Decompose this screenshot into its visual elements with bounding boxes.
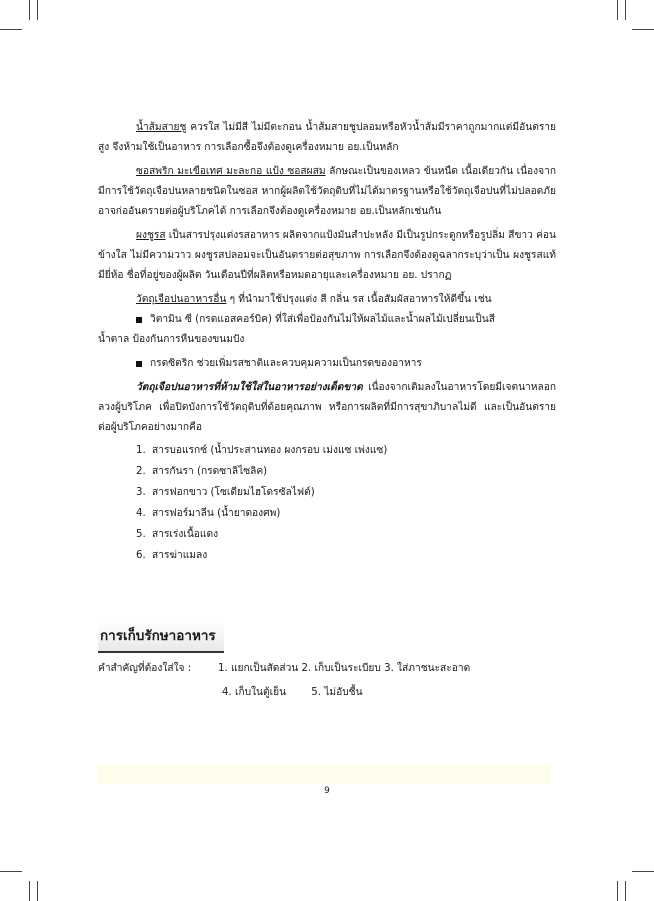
section-heading: การเก็บรักษาอาหาร xyxy=(98,621,224,653)
list-item xyxy=(136,440,556,461)
list-text: สารฟอกขาว (โซเดียมไฮโดรซัลไฟต์) xyxy=(152,487,315,498)
list-text: สารฟอร์มาลีน (น้ำยาดองศพ) xyxy=(152,508,281,519)
crop-mark xyxy=(632,871,654,872)
list-number: 1. xyxy=(136,445,146,456)
bullet-square-icon xyxy=(136,317,142,323)
term-vinegar: น้ำส้มสายชู xyxy=(136,122,187,133)
list-item xyxy=(136,503,556,524)
term-msg: ผงชูรส xyxy=(136,230,166,241)
list-item xyxy=(136,524,556,545)
bullet-text: วิตามิน ซี (กรดแอสคอร์บิค) ที่ใส่เพื่อป้องกันไม่ให้ผลไม้และน้ำผลไม้เปลี่ยนเป็นสี xyxy=(150,314,495,325)
list-text: สารเร่งเนื้อแดง xyxy=(152,529,219,540)
keypoint-item: 5. ไม่อับชื้น xyxy=(311,687,363,698)
keypoints-row xyxy=(98,657,558,681)
crop-mark xyxy=(29,0,30,20)
page-body xyxy=(98,118,556,566)
crop-mark xyxy=(0,29,22,30)
paragraph-text: ควรใส ไม่มีสี ไม่มีตะกอน น้ำส้มสายชูปลอมหรือหัวน้ำส้มมีราคาถูกมากแต่มีอันตรายสูง จึงห้ามใช้เป็นอาหาร การเลือกซื้อจึงต้องดูเครื่องหมาย อย.เป็นหลัก xyxy=(98,122,556,153)
keypoints-block xyxy=(98,657,558,705)
list-number: 6. xyxy=(136,550,146,561)
bullet-continuation: น้ำตาล ป้องกันการหืนของขนมปัง xyxy=(98,334,245,345)
bullet-square-icon xyxy=(136,361,142,367)
bullet-text: กรดซิตริก ช่วยเพิ่มรสชาติและควบคุมความเป็นกรดของอาหาร xyxy=(150,358,422,369)
keypoints-items: 1. แยกเป็นสัดส่วน 2. เก็บเป็นระเบียบ 3. ใส่ภาชนะสะอาด xyxy=(218,663,471,674)
crop-mark xyxy=(617,881,618,901)
list-text: สารฆ่าแมลง xyxy=(152,550,208,561)
crop-mark xyxy=(625,0,626,20)
crop-mark xyxy=(37,0,38,20)
list-text: สารกันรา (กรดซาลิไซลิค) xyxy=(152,466,268,477)
banned-substances-list xyxy=(136,440,556,566)
paragraph-other-additives xyxy=(98,290,556,310)
list-number: 2. xyxy=(136,466,146,477)
list-number: 3. xyxy=(136,487,146,498)
list-number: 5. xyxy=(136,529,146,540)
bullet-item xyxy=(98,354,556,374)
term-other-additives: วัตถุเจือปนอาหารอื่น xyxy=(136,294,227,305)
keypoints-label: คำสำคัญที่ต้องใส่ใจ : xyxy=(98,663,192,674)
crop-mark xyxy=(37,881,38,901)
page-number: 9 xyxy=(324,786,330,796)
term-sauces: ซอสพริก มะเขือเทศ มะละกอ แป้ง ซอสผสม xyxy=(136,166,326,177)
crop-mark xyxy=(0,871,22,872)
list-item xyxy=(136,545,556,566)
list-item xyxy=(136,482,556,503)
keypoints-row xyxy=(98,681,558,705)
paragraph-sauces xyxy=(98,162,556,222)
paragraph-text: ลักษณะเป็นของเหลว ข้นหนืด เนื้อเดียวกัน เนื่องจากมีการใช้วัตถุเจือปนหลายชนิดในซอส หากผู้ผลิตใช้วัตถุดิบที่ไม่ได้มาตรฐานหรือใช้วัตถุเจือปนที่ไม่ปลอดภัยอาจก่ออันตรายต่อผู้บริโภคได้ การเลือกจึงต้องดูเครื่องหมาย อย.เป็นหลักเช่นกัน xyxy=(98,166,556,217)
crop-mark xyxy=(29,881,30,901)
footer-band xyxy=(98,764,550,784)
paragraph-text: ๆ ที่นำมาใช้ปรุงแต่ง สี กลิ่น รส เนื้อสัมผัสอาหารให้ดีขึ้น เช่น xyxy=(226,294,492,305)
crop-mark xyxy=(625,881,626,901)
crop-mark xyxy=(617,0,618,20)
crop-mark xyxy=(632,29,654,30)
bullet-item xyxy=(98,310,556,330)
paragraph-text: เป็นสารปรุงแต่งรสอาหาร ผลิตจากแป้งมันสำปะหลัง มีเป็นรูปกระดูกหรือรูปลิ่ม สีขาว ค่อนข้างใส ไม่มีความวาว ผงชูรสปลอมจะเป็นอันตรายต่อสุขภาพ การเลือกจึงต้องดูฉลากระบุว่าเป็น ผงชูรสแท้ มียี่ห้อ ชื่อที่อยู่ของผู้ผลิต วันเดือนปีที่ผลิตหรือหมดอายุและเครื่องหมาย อย. ปรากฏ xyxy=(98,230,556,281)
paragraph-vinegar xyxy=(98,118,556,158)
list-number: 4. xyxy=(136,508,146,519)
list-text: สารบอแรกซ์ (น้ำประสานทอง ผงกรอบ เม่งแซ เพ่งแซ) xyxy=(152,445,388,456)
paragraph-text: เนื่องจากเติมลงในอาหารโดยมีเจตนาหลอกลวงผู้บริโภค เพื่อปิดบังการใช้วัตถุดิบที่ด้อยคุณภาพ หรือการผลิตที่มีการสุขาภิบาลไม่ดี และเป็นอันตรายต่อผู้บริโภคอย่างมากคือ xyxy=(98,382,556,433)
list-item xyxy=(136,461,556,482)
keypoint-item: 4. เก็บในตู้เย็น xyxy=(222,687,287,698)
term-banned-additives: วัตถุเจือปนอาหารที่ห้ามใช้ใส่ในอาหารอย่างเด็ดขาด xyxy=(136,382,363,393)
paragraph-banned-additives xyxy=(98,378,556,438)
paragraph-msg xyxy=(98,226,556,286)
